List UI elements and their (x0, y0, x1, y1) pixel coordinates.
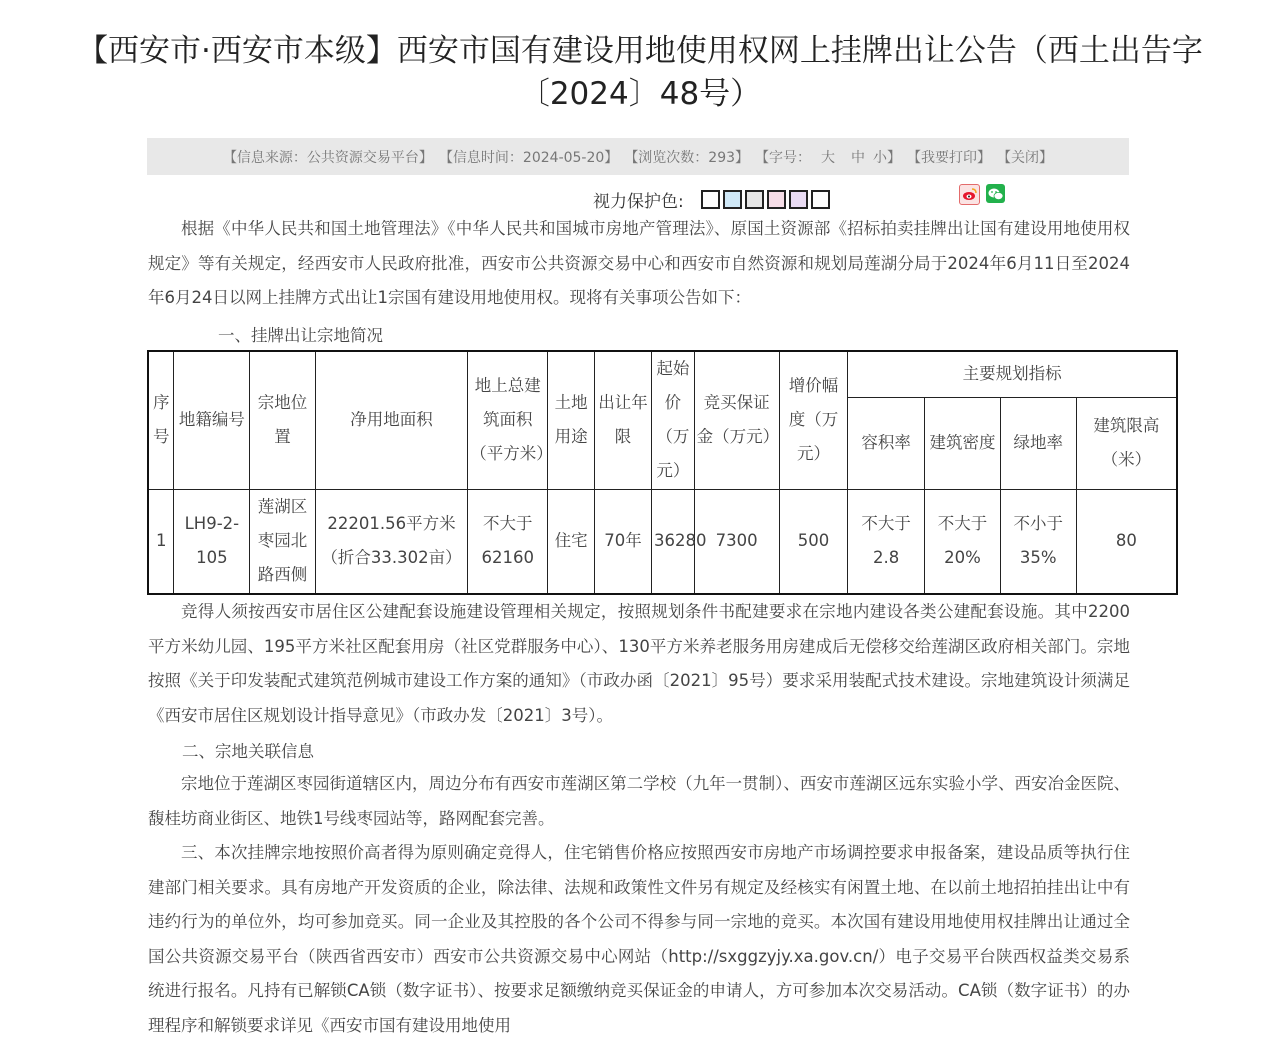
color-swatch-pink[interactable] (767, 190, 786, 209)
vision-label: 视力保护色: (593, 191, 684, 212)
color-swatch-gray[interactable] (745, 190, 764, 209)
wechat-icon[interactable] (986, 184, 1005, 203)
font-small-link[interactable]: 小 (873, 149, 888, 166)
land-parcel-table (147, 350, 1178, 595)
header-location: 宗地位置 (250, 351, 315, 489)
header-green: 绿地率 (1000, 397, 1076, 489)
cell-start-price: 36280 (652, 489, 695, 594)
cell-net-area: 22201.56平方米（折合33.302亩） (315, 489, 468, 594)
table-row (148, 489, 1177, 594)
font-size-end: 】 (887, 149, 902, 166)
cell-increment: 500 (779, 489, 848, 594)
color-swatch-plain[interactable] (811, 190, 830, 209)
header-height: 建筑限高（米） (1076, 397, 1177, 489)
cell-deposit: 7300 (694, 489, 779, 594)
header-far: 容积率 (848, 397, 925, 489)
close-link[interactable]: 【关闭】 (997, 149, 1054, 166)
related-info-paragraph: 宗地位于莲湖区枣园街道辖区内，周边分布有西安市莲湖区第二学校（九年一贯制）、西安市莲湖区远东实验小学、西安冶金医院、馥桂坊商业街区、地铁1号线枣园站等，路网配套完善。 (148, 774, 1130, 828)
header-density: 建筑密度 (925, 397, 1001, 489)
facilities-paragraph: 竞得人须按西安市居住区公建配套设施建设管理相关规定，按照规划条件书配建要求在宗地内建设各类公建配套设施。其中2200平方米幼儿园、195平方米社区配套用房（社区党群服务中心）、130平方米养老服务用房建成后无偿移交给莲湖区政府相关部门。宗地按照《关于印发装配式建筑范例城市建设工作方案的通知》（市政办函〔2021〕95号）要求采用装配式技术建设。宗地建筑设计须满足《西安市居住区规划设计指导意见》（市政办发〔2021〕3号）。 (148, 602, 1130, 725)
color-swatch-blue[interactable] (723, 190, 742, 209)
font-size-control (755, 147, 901, 167)
cell-far: 不大于2.8 (848, 489, 925, 594)
header-seq: 序号 (148, 351, 174, 489)
section-3-paragraph: 三、本次挂牌宗地按照价高者得为原则确定竞得人，住宅销售价格应按照西安市房地产市场调控要求申报备案，建设品质等执行住建部门相关要求。具有房地产开发资质的企业，除法律、法规和政策性文件另有规定及经核实有闲置土地、在以前土地招拍挂出让中有违约行为的单位外，均可参加竞买。同一企业及其控股的各个公司不得参与同一宗地的竞买。本次国有建设用地使用权挂牌出让通过全国公共资源交易平台（陕西省西安市）西安市公共资源交易中心网站（http://sxggzyjy.xa.gov.cn/）电子交易平台陕西权益类交易系统进行报名。凡持有已解锁CA锁（数字证书）、按要求足额缴纳竞买保证金的申请人，方可参加本次交易活动。CA锁（数字证书）的办理程序和解锁要求详见《西安市国有建设用地使用 (148, 843, 1130, 1035)
intro-paragraph: 根据《中华人民共和国土地管理法》《中华人民共和国城市房地产管理法》、原国土资源部《招标拍卖挂牌出让国有建设用地使用权规定》等有关规定，经西安市人民政府批准，西安市公共资源交易中心和西安市自然资源和规划局莲湖分局于2024年6月11日至2024年6月24日以网上挂牌方式出让1宗国有建设用地使用权。现将有关事项公告如下： (148, 219, 1130, 307)
cell-parcel-no: LH9-2-105 (174, 489, 250, 594)
color-swatch-white[interactable] (701, 190, 720, 209)
header-main-indicators: 主要规划指标 (848, 351, 1177, 397)
cell-green: 不小于35% (1000, 489, 1076, 594)
header-land-use: 土地用途 (548, 351, 595, 489)
print-link[interactable]: 【我要打印】 (907, 149, 992, 166)
section-heading-2: 二、宗地关联信息 (182, 742, 314, 761)
header-start-price: 起始价（万元） (652, 351, 695, 489)
cell-location: 莲湖区枣园北路西侧 (250, 489, 315, 594)
font-large-link[interactable]: 大 (821, 149, 836, 166)
cell-seq: 1 (148, 489, 174, 594)
header-total-floor-area: 地上总建筑面积（平方米） (468, 351, 548, 489)
info-views: 【浏览次数：293】 (624, 149, 750, 166)
color-swatch-lavender[interactable] (789, 190, 808, 209)
cell-density: 不大于20% (925, 489, 1001, 594)
page-title: 【西安市·西安市本级】西安市国有建设用地使用权网上挂牌出让公告（西土出告字〔2024〕48号） (77, 33, 1203, 112)
header-increment: 增价幅度（万元） (779, 351, 848, 489)
info-bar (147, 138, 1129, 175)
cell-total-floor-area: 不大于62160 (468, 489, 548, 594)
font-size-label: 【字号： (755, 149, 812, 166)
weibo-icon[interactable] (959, 184, 980, 205)
font-medium-link[interactable]: 中 (851, 149, 866, 166)
info-time: 【信息时间：2024-05-20】 (438, 149, 619, 166)
info-source: 【信息来源：公共资源交易平台】 (222, 149, 433, 166)
cell-land-use: 住宅 (548, 489, 595, 594)
vision-protection-bar (593, 186, 830, 212)
header-parcel-no: 地籍编号 (174, 351, 250, 489)
header-term: 出让年限 (594, 351, 651, 489)
cell-height: 80 (1076, 489, 1177, 594)
cell-term: 70年 (594, 489, 651, 594)
header-deposit: 竞买保证金（万元） (694, 351, 779, 489)
section-heading-1: 一、挂牌出让宗地简况 (218, 326, 383, 345)
header-net-area: 净用地面积 (315, 351, 468, 489)
